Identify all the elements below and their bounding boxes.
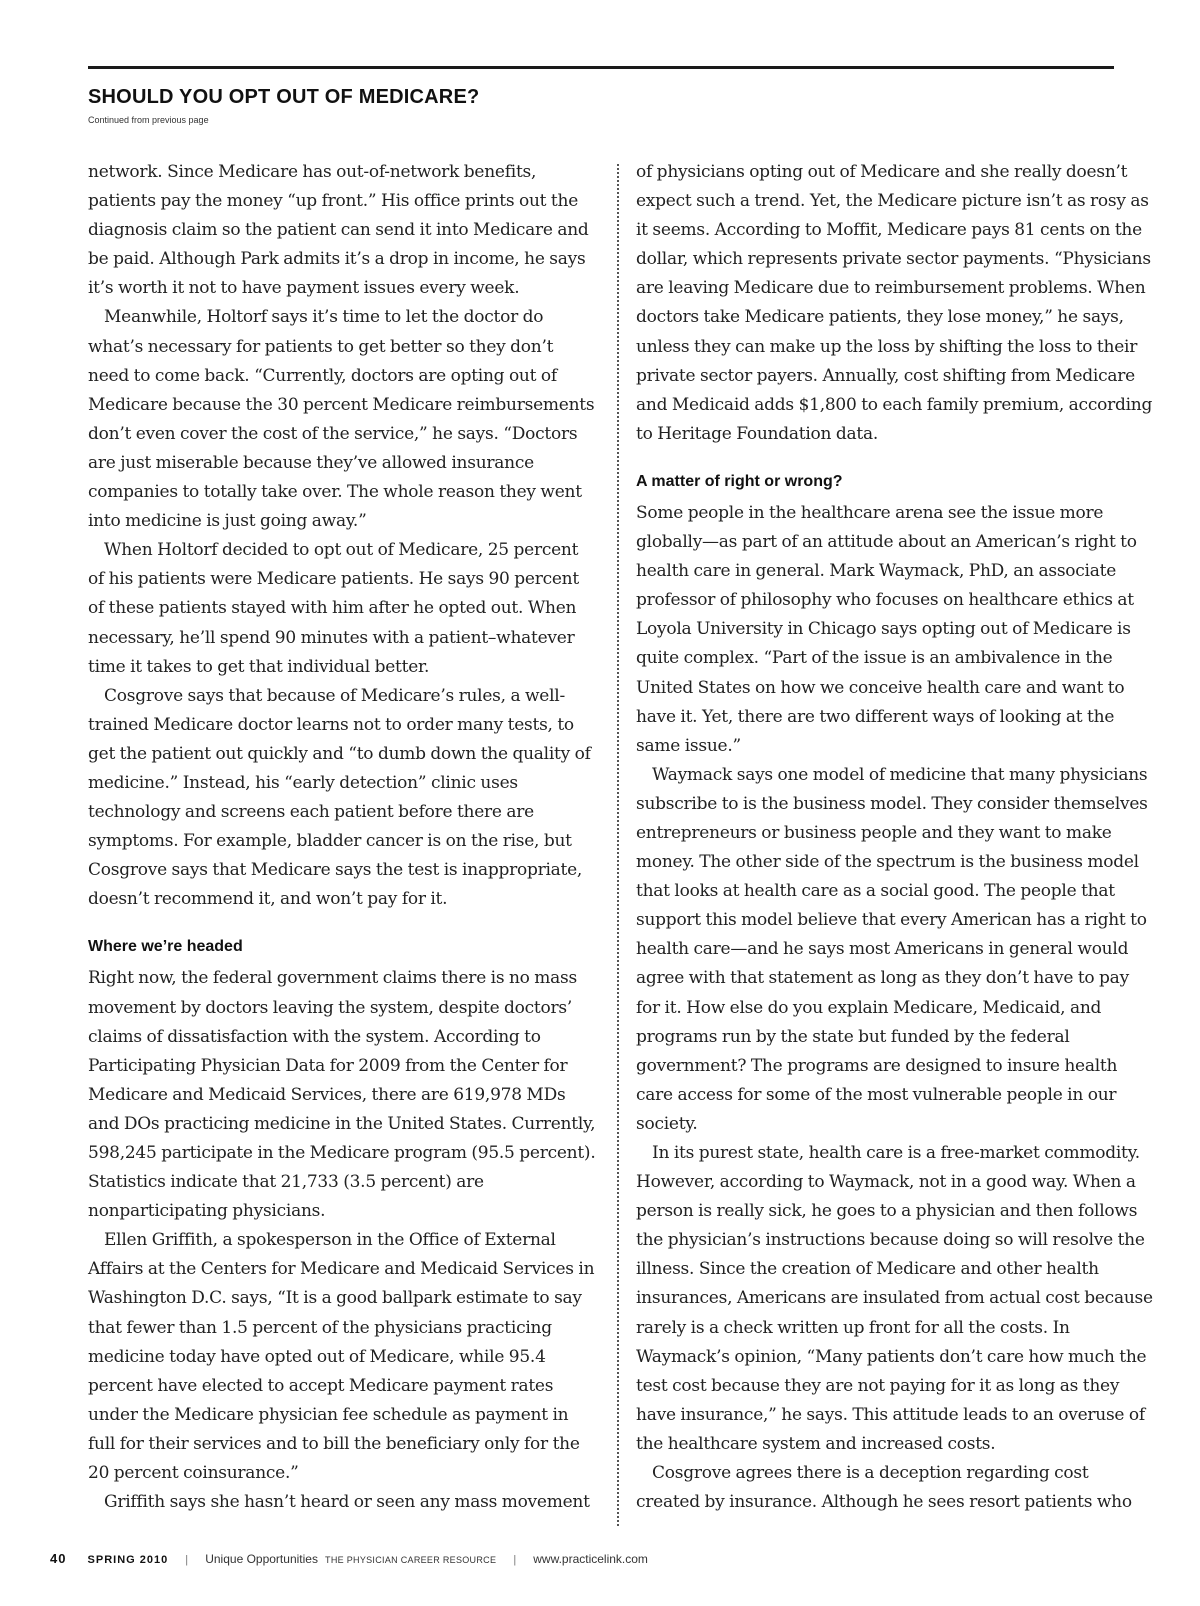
publication-tagline: THE PHYSICIAN CAREER RESOURCE: [325, 1555, 497, 1565]
section-title: SHOULD YOU OPT OUT OF MEDICARE?: [88, 86, 480, 108]
footer-separator: |: [185, 1554, 189, 1566]
body-paragraph: When Holtorf decided to opt out of Medicare, 25 percent of his patients were Medicare patients. He says 90 percent of these patients stayed with him after he opted out. When necessary, he’ll spend 90 minutes with a patient–whatever time it takes to get that individual better.: [88, 540, 579, 677]
issue-label: SPRING 2010: [87, 1554, 169, 1566]
page-footer: [50, 1551, 648, 1566]
body-paragraph: Some people in the healthcare arena see the issue more globally—as part of an attitude about an American’s right to health care in general. Mark Waymack, PhD, an associate professor of philosophy who focuses on healthcare ethics at Loyola University in Chicago says opting out of Medicare is quite complex. “Part of the issue is an ambivalence in the United States on how we conceive health care and want to have it. Yet, there are two different ways of looking at the same issue.”: [636, 502, 1137, 756]
body-paragraph: Ellen Griffith, a spokesperson in the Office of External Affairs at the Centers for Medicare and Medicaid Services in Washington D.C. says, “It is a good ballpark estimate to say that fewer than 1.5 percent of the physicians practicing medicine today have opted out of Medicare, while 95.4 percent have elected to accept Medicare payment rates under the Medicare physician fee schedule as payment in full for their services and to bill the beneficiary only for the 20 percent coinsurance.”: [88, 1230, 595, 1484]
footer-separator: |: [513, 1554, 517, 1566]
body-paragraph: Cosgrove agrees there is a deception regarding cost created by insurance. Although he sees resort patients who: [636, 1463, 1132, 1513]
website-link[interactable]: www.practicelink.com: [533, 1552, 648, 1566]
body-paragraph: Right now, the federal government claims there is no mass movement by doctors leaving the system, despite doctors’ claims of dissatisfaction with the system. According to Participating Physician Data for 2009 from the Center for Medicare and Medicaid Services, there are 619,978 MDs and DOs practicing medicine in the United States. Currently, 598,245 participate in the Medicare program (95.5 percent). Statistics indicate that 21,733 (3.5 percent) are nonparticipating physicians.: [88, 968, 596, 1222]
left-column: [88, 158, 598, 1517]
continued-note: Continued from previous page: [88, 115, 209, 125]
body-paragraph: Griffith says she hasn’t heard or seen any mass movement: [104, 1492, 590, 1513]
body-paragraph: Cosgrove says that because of Medicare’s rules, a well-trained Medicare doctor learns not to order many tests, to get the patient out quickly and “to dumb down the quality of medicine.” Instead, his “early detection” clinic uses technology and screens each patient before there are symptoms. For example, bladder cancer is on the rise, but Cosgrove says that Medicare says the test is inappropriate, doesn’t recommend it, and won’t pay for it.: [88, 685, 591, 910]
page-number: 40: [50, 1551, 67, 1566]
column-divider: [617, 164, 619, 1526]
body-paragraph: Waymack says one model of medicine that many physicians subscribe to is the business model. They consider themselves entrepreneurs or business people and they want to make money. The other side of the spectrum is the business model that looks at health care as a social good. The people that support this model believe that every American has a right to health care—and he says most Americans in general would agree with that statement as long as they don’t have to pay for it. How else do you explain Medicare, Medicaid, and programs run by the state but funded by the federal government? The programs are designed to insure health care access for some of the most vulnerable people in our society.: [636, 764, 1148, 1134]
body-paragraph: Meanwhile, Holtorf says it’s time to let the doctor do what’s necessary for patients to get better so they don’t need to come back. “Currently, doctors are opting out of Medicare because the 30 percent Medicare reimbursements don’t even cover the cost of the service,” he says. “Doctors are just miserable because they’ve allowed insurance companies to totally take over. The whole reason they went into medicine is just going away.”: [88, 307, 595, 532]
top-rule: [88, 66, 1114, 69]
body-paragraph: network. Since Medicare has out-of-network benefits, patients pay the money “up front.” His office prints out the diagnosis claim so the patient can send it into Medicare and be paid. Although Park admits it’s a drop in income, he says it’s worth it not to have payment issues every week.: [88, 162, 589, 299]
subhead-right-or-wrong: A matter of right or wrong?: [636, 472, 843, 490]
right-column: [636, 158, 1156, 1517]
body-paragraph: of physicians opting out of Medicare and she really doesn’t expect such a trend. Yet, the Medicare picture isn’t as rosy as it seems. According to Moffit, Medicare pays 81 cents on the dollar, which represents private sector payments. “Physicians are leaving Medicare due to reimbursement problems. When doctors take Medicare patients, they lose money,” he says, unless they can make up the loss by shifting the loss to their private sector payers. Annually, cost shifting from Medicare and Medicaid adds $1,800 to each family premium, according to Heritage Foundation data.: [636, 162, 1153, 444]
publication-name: Unique Opportunities: [205, 1552, 318, 1566]
body-paragraph: In its purest state, health care is a free-market commodity. However, according to Waymack, not in a good way. When a person is really sick, he goes to a physician and then follows the physician’s instructions because doing so will resolve the illness. Since the creation of Medicare and other health insurances, Americans are insulated from actual cost because rarely is a check written up front for all the costs. In Waymack’s opinion, “Many patients don’t care how much the test cost because they are not paying for it as long as they have insurance,” he says. This attitude leads to an overuse of the healthcare system and increased costs.: [636, 1143, 1153, 1454]
subhead-where-were-headed: Where we’re headed: [88, 938, 243, 956]
